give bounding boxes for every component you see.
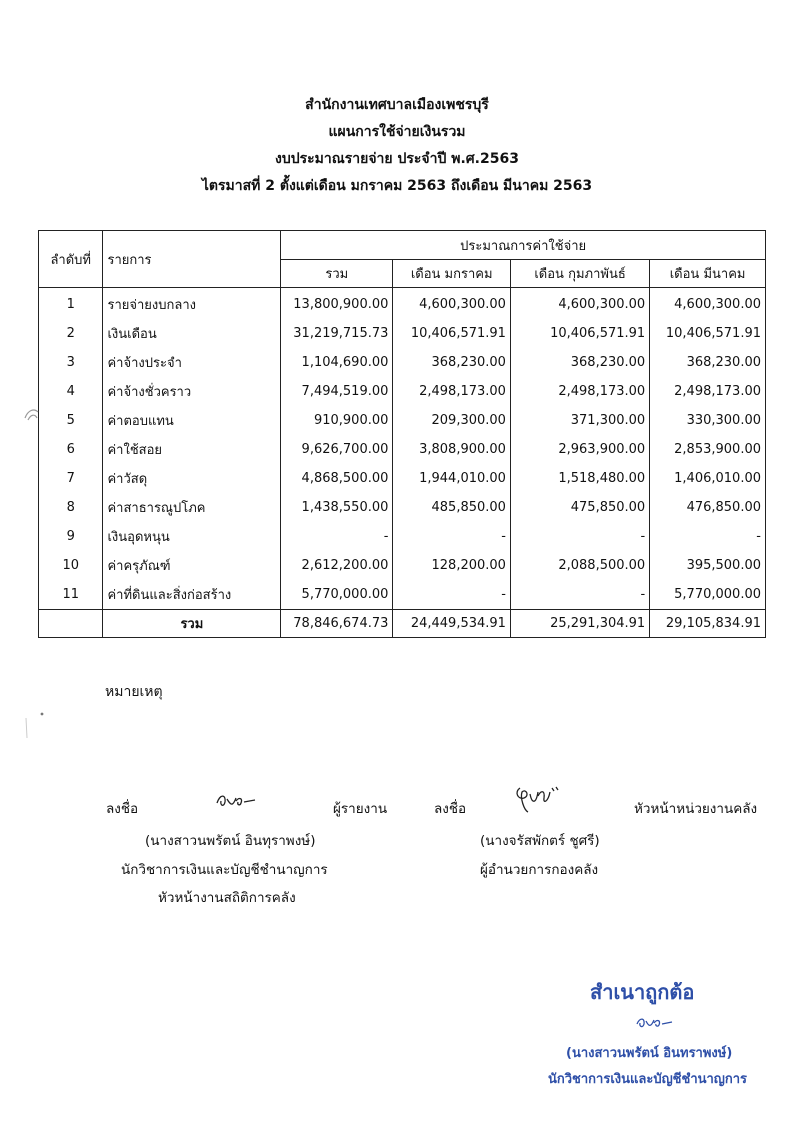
- row-mar: 4,600,300.00: [650, 288, 766, 320]
- row-jan: -: [393, 580, 511, 610]
- col-header-feb: เดือน กุมภาพันธ์: [510, 260, 649, 288]
- row-jan: 128,200.00: [393, 551, 511, 580]
- row-mar: 368,230.00: [650, 348, 766, 377]
- row-item: เงินเดือน: [103, 319, 281, 348]
- row-feb: 10,406,571.91: [510, 319, 649, 348]
- right-role: หัวหน้าหน่วยงานคลัง: [634, 801, 758, 817]
- certified-position: นักวิชาการเงินและบัญชีชำนาญการ: [548, 1072, 748, 1087]
- row-feb: 475,850.00: [510, 493, 649, 522]
- table-row: [39, 551, 766, 580]
- row-total: 5,770,000.00: [281, 580, 393, 610]
- row-jan: 485,850.00: [393, 493, 511, 522]
- row-total: 910,900.00: [281, 406, 393, 435]
- total-row-label: รวม: [103, 610, 281, 638]
- certified-signature-scribble: [634, 1014, 674, 1032]
- left-signer-subtitle: หัวหน้างานสถิติการคลัง: [158, 890, 296, 906]
- office-name: สำนักงานเทศบาลเมืองเพชรบุรี: [305, 97, 489, 113]
- table-row: [39, 522, 766, 551]
- table-row: [39, 348, 766, 377]
- row-no: 6: [39, 435, 103, 464]
- row-item: รายจ่ายงบกลาง: [103, 288, 281, 320]
- left-sign-label: ลงชื่อ: [106, 801, 139, 817]
- scan-speck-mark: [22, 708, 48, 742]
- row-feb: 2,088,500.00: [510, 551, 649, 580]
- row-jan: -: [393, 522, 511, 551]
- row-item: ค่าวัสดุ: [103, 464, 281, 493]
- row-no: 2: [39, 319, 103, 348]
- certified-copy-title: สำเนาถูกต้อ: [590, 980, 695, 1004]
- row-feb: 368,230.00: [510, 348, 649, 377]
- row-jan: 368,230.00: [393, 348, 511, 377]
- row-item: ค่าครุภัณฑ์: [103, 551, 281, 580]
- left-signer-title: นักวิชาการเงินและบัญชีชำนาญการ: [121, 862, 328, 878]
- col-header-group: ประมาณการค่าใช้จ่าย: [281, 231, 766, 260]
- row-item: ค่าจ้างชั่วคราว: [103, 377, 281, 406]
- row-feb: -: [510, 522, 649, 551]
- row-no: 7: [39, 464, 103, 493]
- row-feb: 2,963,900.00: [510, 435, 649, 464]
- row-no: 1: [39, 288, 103, 320]
- row-mar: 330,300.00: [650, 406, 766, 435]
- row-jan: 1,944,010.00: [393, 464, 511, 493]
- total-row-mar: 29,105,834.91: [650, 610, 766, 638]
- row-jan: 3,808,900.00: [393, 435, 511, 464]
- row-mar: 2,853,900.00: [650, 435, 766, 464]
- row-feb: 4,600,300.00: [510, 288, 649, 320]
- row-total: 2,612,200.00: [281, 551, 393, 580]
- row-total: 13,800,900.00: [281, 288, 393, 320]
- total-row-feb: 25,291,304.91: [510, 610, 649, 638]
- left-signature-scribble: [214, 790, 258, 812]
- row-feb: 371,300.00: [510, 406, 649, 435]
- row-jan: 209,300.00: [393, 406, 511, 435]
- row-total: 1,104,690.00: [281, 348, 393, 377]
- col-header-no: ลำดับที่: [39, 231, 103, 288]
- row-mar: 476,850.00: [650, 493, 766, 522]
- row-item: ค่าสาธารณูปโภค: [103, 493, 281, 522]
- row-jan: 10,406,571.91: [393, 319, 511, 348]
- row-total: 7,494,519.00: [281, 377, 393, 406]
- row-feb: -: [510, 580, 649, 610]
- right-signature-scribble: [510, 778, 566, 816]
- col-header-jan: เดือน มกราคม: [393, 260, 511, 288]
- row-no: 4: [39, 377, 103, 406]
- table-row: [39, 435, 766, 464]
- row-mar: 2,498,173.00: [650, 377, 766, 406]
- total-row-total: 78,846,674.73: [281, 610, 393, 638]
- row-mar: 5,770,000.00: [650, 580, 766, 610]
- row-total: 4,868,500.00: [281, 464, 393, 493]
- budget-year: งบประมาณรายจ่าย ประจำปี พ.ศ.2563: [275, 151, 519, 167]
- row-mar: 10,406,571.91: [650, 319, 766, 348]
- document-header: [0, 92, 794, 200]
- row-item: ค่าใช้สอย: [103, 435, 281, 464]
- budget-table: [38, 230, 766, 638]
- row-no: 10: [39, 551, 103, 580]
- row-jan: 2,498,173.00: [393, 377, 511, 406]
- row-no: 11: [39, 580, 103, 610]
- row-feb: 1,518,480.00: [510, 464, 649, 493]
- table-row: [39, 580, 766, 610]
- row-total: 1,438,550.00: [281, 493, 393, 522]
- table-row: [39, 319, 766, 348]
- table-row: [39, 406, 766, 435]
- table-row: [39, 464, 766, 493]
- quarter-range: ไตรมาสที่ 2 ตั้งแต่เดือน มกราคม 2563 ถึงเดือน มีนาคม 2563: [201, 178, 593, 194]
- row-total: 9,626,700.00: [281, 435, 393, 464]
- right-signer-title: ผู้อำนวยการกองคลัง: [480, 862, 599, 878]
- row-jan: 4,600,300.00: [393, 288, 511, 320]
- row-no: 9: [39, 522, 103, 551]
- plan-title: แผนการใช้จ่ายเงินรวม: [328, 124, 466, 140]
- row-mar: -: [650, 522, 766, 551]
- row-no: 3: [39, 348, 103, 377]
- col-header-mar: เดือน มีนาคม: [650, 260, 766, 288]
- row-no: 8: [39, 493, 103, 522]
- certified-name: (นางสาวนพรัตน์ อินทราพงษ์): [566, 1046, 733, 1061]
- row-item: เงินอุดหนุน: [103, 522, 281, 551]
- total-row-jan: 24,449,534.91: [393, 610, 511, 638]
- table-row: [39, 377, 766, 406]
- total-row-no: [39, 610, 103, 638]
- row-feb: 2,498,173.00: [510, 377, 649, 406]
- right-sign-label: ลงชื่อ: [434, 801, 467, 817]
- row-item: ค่าตอบแทน: [103, 406, 281, 435]
- row-item: ค่าจ้างประจำ: [103, 348, 281, 377]
- remark-label: หมายเหตุ: [105, 684, 163, 700]
- row-item: ค่าที่ดินและสิ่งก่อสร้าง: [103, 580, 281, 610]
- row-total: -: [281, 522, 393, 551]
- total-row: [39, 610, 766, 638]
- right-signer-name: (นางจรัสพักตร์ ชูศรี): [480, 833, 600, 849]
- row-total: 31,219,715.73: [281, 319, 393, 348]
- row-mar: 1,406,010.00: [650, 464, 766, 493]
- scan-speck-mark: [22, 404, 44, 426]
- row-mar: 395,500.00: [650, 551, 766, 580]
- table-row: [39, 493, 766, 522]
- left-signer-name: (นางสาวนพรัตน์ อินทุราพงษ์): [145, 833, 316, 849]
- col-header-item: รายการ: [103, 231, 281, 288]
- left-role: ผู้รายงาน: [333, 801, 388, 817]
- col-header-total: รวม: [281, 260, 393, 288]
- table-row: [39, 288, 766, 320]
- row-no: 5: [39, 406, 103, 435]
